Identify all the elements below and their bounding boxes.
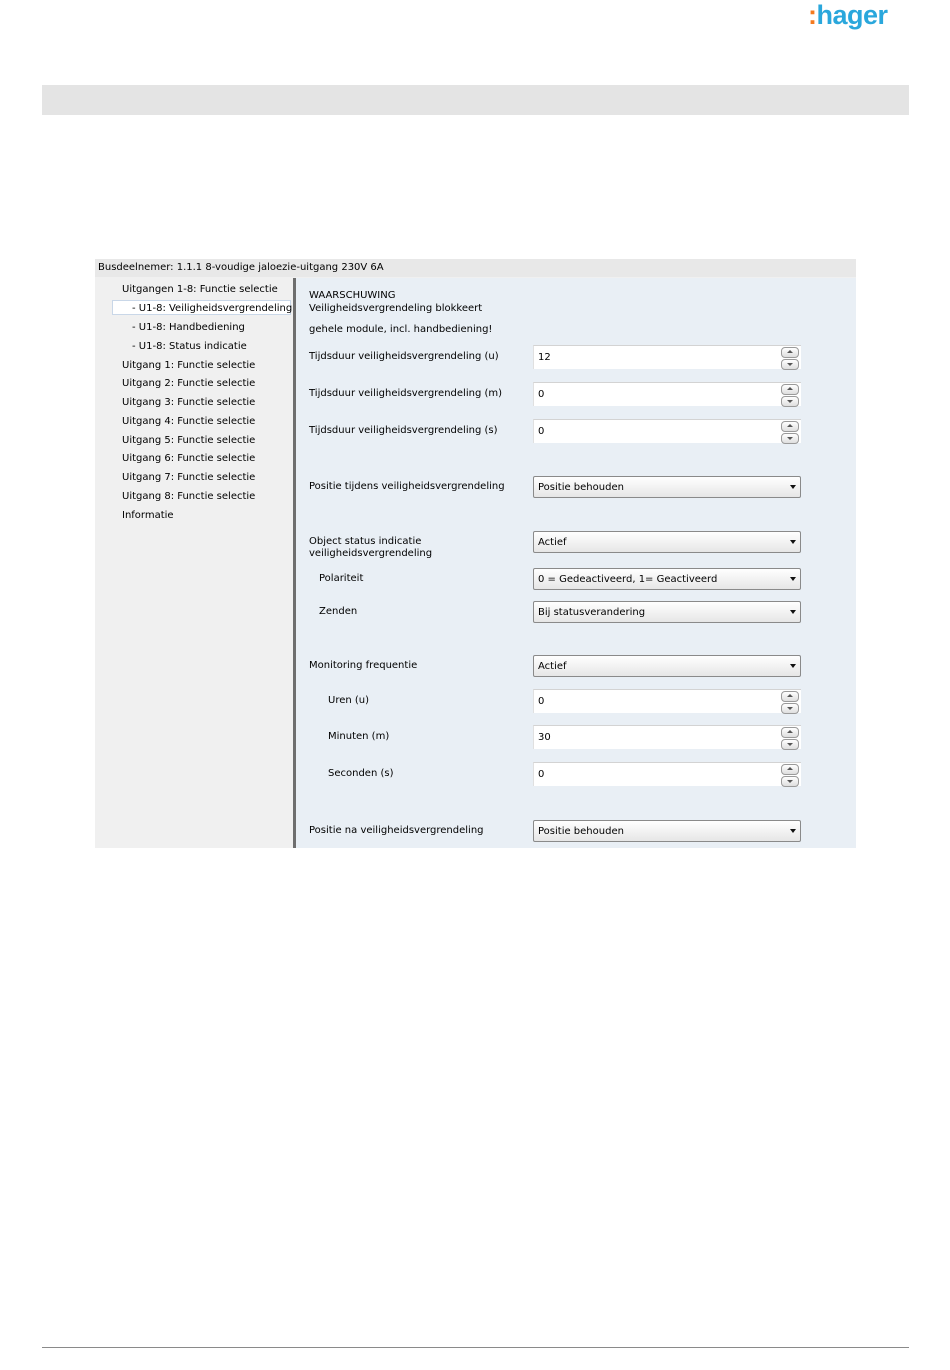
- chevron-down-icon: [790, 577, 796, 581]
- position-after-dropdown[interactable]: [533, 820, 801, 842]
- send-dropdown[interactable]: [533, 601, 801, 623]
- send-value: Bij statusverandering: [538, 607, 646, 618]
- sidebar-item-manual-operation[interactable]: - U1-8: Handbediening: [132, 322, 245, 333]
- chevron-down-icon: [790, 485, 796, 489]
- sidebar-item-output-3[interactable]: Uitgang 3: Functie selectie: [122, 397, 256, 408]
- monitoring-value: Actief: [538, 661, 567, 672]
- monitoring-label: Monitoring frequentie: [309, 660, 418, 671]
- monitoring-seconds-value: 0: [538, 769, 545, 780]
- sidebar-item-output-2[interactable]: Uitgang 2: Functie selectie: [122, 378, 256, 389]
- monitoring-minutes-spinbox[interactable]: [533, 725, 801, 749]
- sidebar-item-output-5[interactable]: Uitgang 5: Functie selectie: [122, 435, 256, 446]
- sidebar-item-output-8[interactable]: Uitgang 8: Functie selectie: [122, 491, 256, 502]
- position-after-value: Positie behouden: [538, 826, 624, 837]
- sidebar-item-output-4[interactable]: Uitgang 4: Functie selectie: [122, 416, 256, 427]
- lock-minutes-value: 0: [538, 389, 545, 400]
- monitoring-seconds-label: Seconden (s): [328, 768, 394, 779]
- position-during-label: Positie tijdens veiligheidsvergrendeling: [309, 481, 505, 492]
- monitoring-dropdown[interactable]: [533, 655, 801, 677]
- spin-down-icon[interactable]: [781, 396, 799, 407]
- spin-up-icon[interactable]: [781, 727, 799, 738]
- lock-minutes-spinner: [781, 384, 799, 405]
- warning-text-line2: gehele module, incl. handbediening!: [309, 324, 493, 335]
- sidebar: [95, 278, 293, 848]
- status-object-label-line2: veiligheidsvergrendeling: [309, 548, 433, 559]
- monitoring-minutes-spinner: [781, 727, 799, 748]
- sidebar-item-safety-lock[interactable]: - U1-8: Veiligheidsvergrendeling: [112, 300, 291, 315]
- sidebar-item-output-1[interactable]: Uitgang 1: Functie selectie: [122, 360, 256, 371]
- lock-seconds-label: Tijdsduur veiligheidsvergrendeling (s): [309, 425, 498, 436]
- monitoring-hours-label: Uren (u): [328, 695, 370, 706]
- spin-down-icon[interactable]: [781, 739, 799, 750]
- status-object-dropdown[interactable]: [533, 531, 801, 553]
- spin-down-icon[interactable]: [781, 776, 799, 787]
- spin-up-icon[interactable]: [781, 764, 799, 775]
- chevron-down-icon: [790, 610, 796, 614]
- send-label: Zenden: [319, 606, 358, 617]
- chevron-down-icon: [790, 540, 796, 544]
- spin-down-icon[interactable]: [781, 703, 799, 714]
- monitoring-hours-spinbox[interactable]: [533, 689, 801, 713]
- monitoring-seconds-spinbox[interactable]: [533, 762, 801, 786]
- position-during-dropdown[interactable]: [533, 476, 801, 498]
- footer-divider: [42, 1347, 909, 1348]
- spin-down-icon[interactable]: [781, 433, 799, 444]
- spin-up-icon[interactable]: [781, 347, 799, 358]
- parameter-window: [95, 259, 856, 848]
- monitoring-hours-spinner: [781, 691, 799, 712]
- warning-text-line1: Veiligheidsvergrendeling blokkeert: [309, 303, 483, 314]
- hager-logo: [808, 0, 888, 31]
- lock-minutes-label: Tijdsduur veiligheidsvergrendeling (m): [309, 388, 503, 399]
- logo-text: hager: [816, 0, 888, 30]
- polarity-label: Polariteit: [319, 573, 364, 584]
- lock-hours-value: 12: [538, 352, 551, 363]
- lock-hours-label: Tijdsduur veiligheidsvergrendeling (u): [309, 351, 499, 362]
- sidebar-item-information[interactable]: Informatie: [122, 510, 174, 521]
- status-object-label-line1: Object status indicatie: [309, 536, 422, 547]
- sidebar-item-output-7[interactable]: Uitgang 7: Functie selectie: [122, 472, 256, 483]
- position-during-value: Positie behouden: [538, 482, 624, 493]
- monitoring-hours-value: 0: [538, 696, 545, 707]
- lock-hours-spinner: [781, 347, 799, 368]
- monitoring-minutes-value: 30: [538, 732, 551, 743]
- polarity-dropdown[interactable]: [533, 568, 801, 590]
- position-after-label: Positie na veiligheidsvergrendeling: [309, 825, 484, 836]
- parameter-panel: [296, 278, 856, 848]
- lock-hours-spinbox[interactable]: [533, 345, 801, 369]
- spin-up-icon[interactable]: [781, 384, 799, 395]
- sidebar-item-functions-all[interactable]: Uitgangen 1-8: Functie selectie: [122, 284, 278, 295]
- spin-up-icon[interactable]: [781, 421, 799, 432]
- status-object-value: Actief: [538, 537, 567, 548]
- spin-up-icon[interactable]: [781, 691, 799, 702]
- logo-dots: :: [808, 0, 817, 30]
- lock-seconds-value: 0: [538, 426, 545, 437]
- lock-seconds-spinner: [781, 421, 799, 442]
- polarity-value: 0 = Gedeactiveerd, 1= Geactiveerd: [538, 574, 718, 585]
- warning-title: WAARSCHUWING: [309, 290, 396, 301]
- window-title: Busdeelnemer: 1.1.1 8-voudige jaloezie-uitgang 230V 6A: [95, 259, 856, 277]
- header-bar: [42, 85, 909, 115]
- chevron-down-icon: [790, 829, 796, 833]
- spin-down-icon[interactable]: [781, 359, 799, 370]
- chevron-down-icon: [790, 664, 796, 668]
- lock-minutes-spinbox[interactable]: [533, 382, 801, 406]
- monitoring-minutes-label: Minuten (m): [328, 731, 390, 742]
- sidebar-item-status-indication[interactable]: - U1-8: Status indicatie: [132, 341, 247, 352]
- lock-seconds-spinbox[interactable]: [533, 419, 801, 443]
- sidebar-item-output-6[interactable]: Uitgang 6: Functie selectie: [122, 453, 256, 464]
- monitoring-seconds-spinner: [781, 764, 799, 785]
